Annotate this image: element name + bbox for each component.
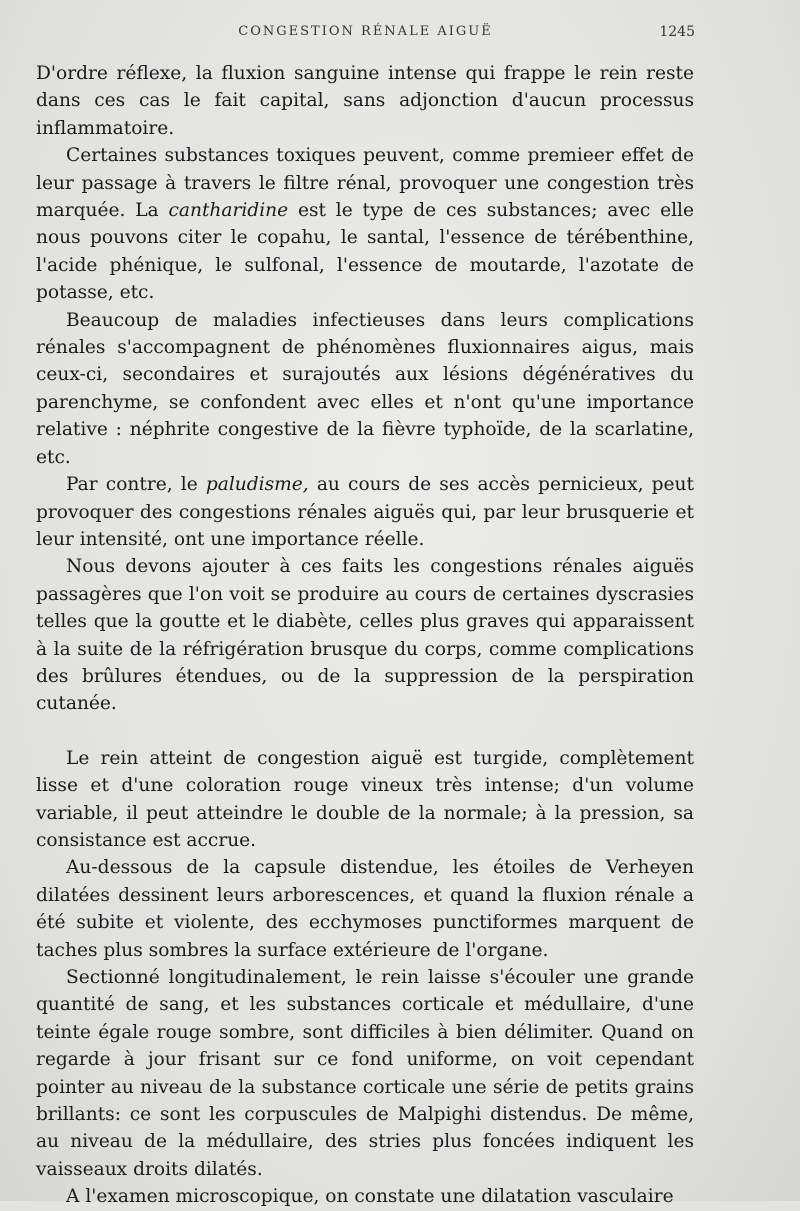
section-gap [36, 718, 694, 745]
paragraph-2 [36, 142, 694, 306]
paragraph-7: Au-dessous de la capsule distendue, les étoiles de Verheyen dilatées dessinent leurs arborescences, et quand la fluxion rénale a été subite et violente, des ecchymoses punctiformes marquent de taches plus sombres la surface extérieure de l'organe. [36, 857, 694, 961]
paragraph-5: Nous devons ajouter à ces faits les congestions rénales aiguës passagères que l'on voit se produire au cours de certaines dyscrasies telles que la goutte et le diabète, celles plus graves qui apparaissent à la suite de la réfrigération brusque du corps, comme complications des brûlures étendues, ou de la suppression de la perspiration cutanée. [36, 556, 694, 715]
paragraph-3: Beaucoup de maladies infectieuses dans leurs complications rénales s'accompagnent de phénomènes fluxionnaires aigus, mais ceux-ci, secondaires et surajoutés aux lésions dégénératives du parenchyme, se confondent avec elles et n'ont qu'une importance relative : néphrite congestive de la fièvre typhoïde, de la scarlatine, etc. [36, 309, 694, 468]
paragraph-1: D'ordre réflexe, la fluxion sanguine intense qui frappe le rein reste dans ces cas le fait capital, sans adjonction d'aucun processus inflammatoire. [36, 63, 694, 139]
paragraph-9: A l'examen microscopique, on constate une dilatation vasculaire [66, 1186, 674, 1208]
paragraph-4-end: au cours de ses accès pernicieux, peut provoquer des congestions rénales aiguës qui, par leur brusquerie et leur intensité, ont une importance réelle. [36, 474, 694, 550]
paragraph-8: Sectionné longitudinalement, le rein laisse s'écouler une grande quantité de sang, et les substances corticale et médullaire, d'une teinte égale rouge sombre, sont difficiles à bien délimiter. Quand on regarde à jour frisant sur ce fond uniforme, on voit cependant pointer au niveau de la substance corticale une série de petits grains brillants: ce sont les corpuscules de Malpighi distendus. De même, au niveau de la médullaire, des stries plus foncées indiquent les vaisseaux droits dilatés. [36, 967, 694, 1180]
paragraph-4 [36, 471, 694, 553]
body-text [36, 60, 694, 1211]
paragraph-2-end: est le type de ces substances; avec elle nous pouvons citer le copahu, le santal, l'essence de térébenthine, l'acide phénique, le sulfonal, l'essence de moutarde, l'azotate de potasse, etc. [36, 200, 694, 304]
running-title: CONGESTION RÉNALE AIGUË [238, 24, 493, 39]
paragraph-6: Le rein atteint de congestion aiguë est turgide, complètement lisse et d'une coloration rouge vineux très intense; d'un volume variable, il peut atteindre le double de la normale; à la pression, sa consistance est accrue. [36, 747, 694, 851]
page-number: 1245 [659, 24, 695, 40]
paragraph-2-start: Certaines substances toxiques peuvent, comme premieer effet de leur passage à travers le filtre rénal, provoquer une congestion très marquée. La [36, 145, 694, 222]
emphasis-paludisme: paludisme, [205, 474, 309, 496]
page-header [36, 24, 695, 48]
emphasis-cantharidine: cantharidine [168, 200, 289, 222]
paragraph-4-start: Par contre, le [66, 474, 206, 496]
